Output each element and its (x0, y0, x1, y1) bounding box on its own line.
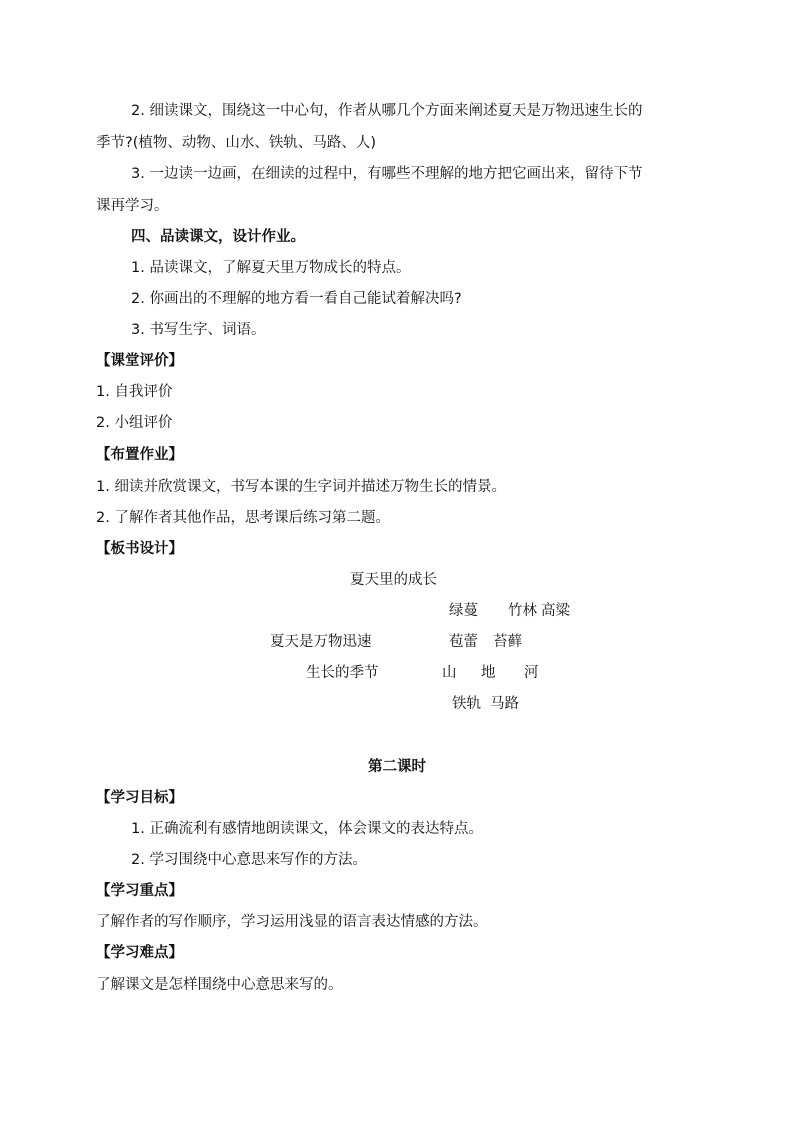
section4-item-3: 3. 书写生字、词语。 (131, 322, 266, 338)
board-heading: 【板书设计】 (96, 541, 183, 557)
board-right-row3-item1: 山 (442, 665, 457, 681)
board-right-row2-item1: 苞蕾 (449, 634, 478, 650)
board-right-row3-item3: 河 (524, 665, 539, 681)
board-left-line1: 夏天是万物迅速 (270, 634, 372, 650)
goals-heading: 【学习目标】 (96, 790, 183, 806)
focus-text: 了解作者的写作顺序，学习运用浅显的语言表达情感的方法。 (96, 914, 488, 930)
board-right-row3-item2: 地 (481, 665, 496, 681)
difficulty-text: 了解课文是怎样围绕中心意思来写的。 (96, 977, 343, 993)
board-right-row4-item1: 铁轨 (452, 696, 481, 712)
board-right-row4-item2: 马路 (490, 696, 519, 712)
section1-item3-line1: 3. 一边读一边画，在细读的过程中，有哪些不理解的地方把它画出来，留待下节 (131, 166, 643, 182)
board-right-row1-item2: 竹林 (508, 603, 537, 619)
section1-item3-line2: 课再学习。 (96, 198, 169, 214)
focus-heading: 【学习重点】 (96, 883, 183, 899)
section4-item-2: 2. 你画出的不理解的地方看一看自己能试着解决吗? (131, 291, 462, 307)
goals-item-1: 1. 正确流利有感情地朗读课文，体会课文的表达特点。 (131, 821, 483, 837)
homework-item-1: 1. 细读并欣赏课文，书写本课的生字词并描述万物生长的情景。 (96, 479, 506, 495)
lesson2-title: 第二课时 (368, 759, 426, 775)
section1-item2-line2: 季节?(植物、动物、山水、铁轨、马路、人) (96, 135, 377, 151)
evaluation-item-1: 1. 自我评价 (96, 384, 173, 400)
board-right-row1-item3: 高粱 (541, 603, 570, 619)
section4-heading: 四、品读课文，设计作业。 (131, 229, 305, 245)
board-right-row2-item2: 苔藓 (493, 634, 522, 650)
evaluation-heading: 【课堂评价】 (96, 353, 183, 369)
section4-item-1: 1. 品读课文，了解夏天里万物成长的特点。 (131, 260, 411, 276)
homework-item-2: 2. 了解作者其他作品，思考课后练习第二题。 (96, 510, 390, 526)
goals-item-2: 2. 学习围绕中心意思来写作的方法。 (131, 852, 367, 868)
section1-item2-line1: 2. 细读课文，围绕这一中心句，作者从哪几个方面来阐述夏天是万物迅速生长的 (131, 103, 643, 119)
board-right-row1-item1: 绿蔓 (449, 603, 478, 619)
board-left-line2: 生长的季节 (306, 665, 379, 681)
board-title: 夏天里的成长 (350, 572, 437, 588)
homework-heading: 【布置作业】 (96, 447, 183, 463)
difficulty-heading: 【学习难点】 (96, 945, 183, 961)
evaluation-item-2: 2. 小组评价 (96, 415, 173, 431)
